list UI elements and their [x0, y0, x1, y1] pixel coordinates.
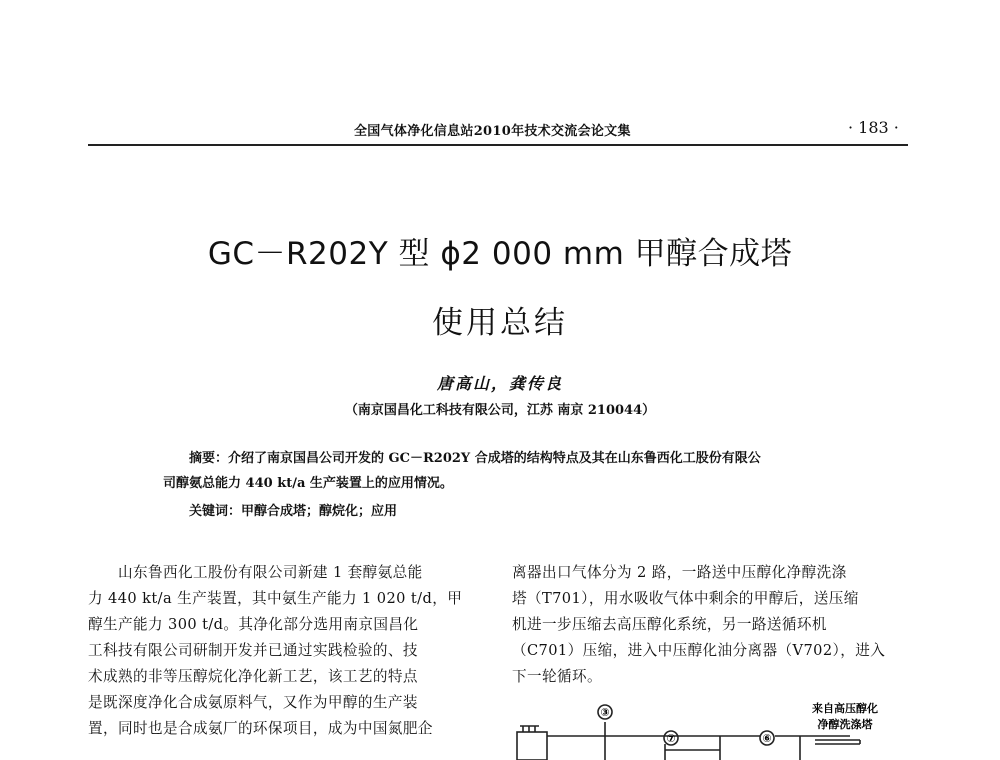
figure-marker: ③: [600, 706, 610, 719]
body-line: 醇生产能力 300 t/d。其净化部分选用南京国昌化: [88, 616, 419, 633]
figure-label: 来自高压醇化: [812, 702, 878, 715]
body-line: 工科技有限公司研制开发并已通过实践检验的、技: [88, 642, 418, 659]
abstract-line: 摘要：介绍了南京国昌公司开发的 GC－R202Y 合成塔的结构特点及其在山东鲁西化工股份有限公: [189, 451, 761, 466]
body-line: 力 440 kt/a 生产装置，其中氨生产能力 1 020 t/d，甲: [88, 590, 463, 607]
body-line: 机进一步压缩去高压醇化系统，另一路送循环机: [512, 616, 827, 633]
body-line: 塔（T701），用水吸收气体中剩余的甲醇后，送压缩: [512, 590, 859, 607]
body-line: 山东鲁西化工股份有限公司新建 1 套醇氨总能: [88, 564, 423, 581]
process-flow-diagram: [515, 700, 905, 760]
body-line: 是既深度净化合成氨原料气，又作为甲醇的生产装: [88, 694, 418, 711]
body-column-left: [88, 560, 490, 742]
header-rule: [88, 144, 908, 146]
journal-title: 全国气体净化信息站2010年技术交流会论文集: [354, 124, 631, 139]
keywords: 关键词：甲醇合成塔；醇烷化；应用: [189, 504, 398, 519]
figure-label: 净醇洗涤塔: [817, 718, 873, 731]
figure-marker: ⑥: [762, 732, 772, 745]
paper-title-line1: GC－R202Y 型 ϕ2 000 mm 甲醇合成塔: [207, 236, 793, 272]
affiliation: （南京国昌化工科技有限公司，江苏 南京 210044）: [344, 403, 656, 418]
body-column-right: [512, 560, 912, 690]
figure-marker: ⑦: [666, 732, 676, 745]
body-line: 置，同时也是合成氨厂的环保项目，成为中国氮肥企: [88, 720, 433, 737]
abstract-line: 司醇氨总能力 440 kt/a 生产装置上的应用情况。: [163, 476, 453, 491]
page-number: · 183 ·: [848, 118, 899, 137]
body-line: 下一轮循环。: [512, 668, 602, 685]
abstract: [163, 446, 853, 496]
body-line: 术成熟的非等压醇烷化净化新工艺，该工艺的特点: [88, 668, 418, 685]
authors: 唐高山，龚传良: [436, 374, 563, 393]
body-line: 离器出口气体分为 2 路，一路送中压醇化净醇洗涤: [512, 564, 847, 581]
body-line: （C701）压缩，进入中压醇化油分离器（V702），进入: [512, 642, 886, 659]
paper-title-line2: 使用总结: [432, 305, 568, 341]
running-header: [0, 118, 1000, 140]
